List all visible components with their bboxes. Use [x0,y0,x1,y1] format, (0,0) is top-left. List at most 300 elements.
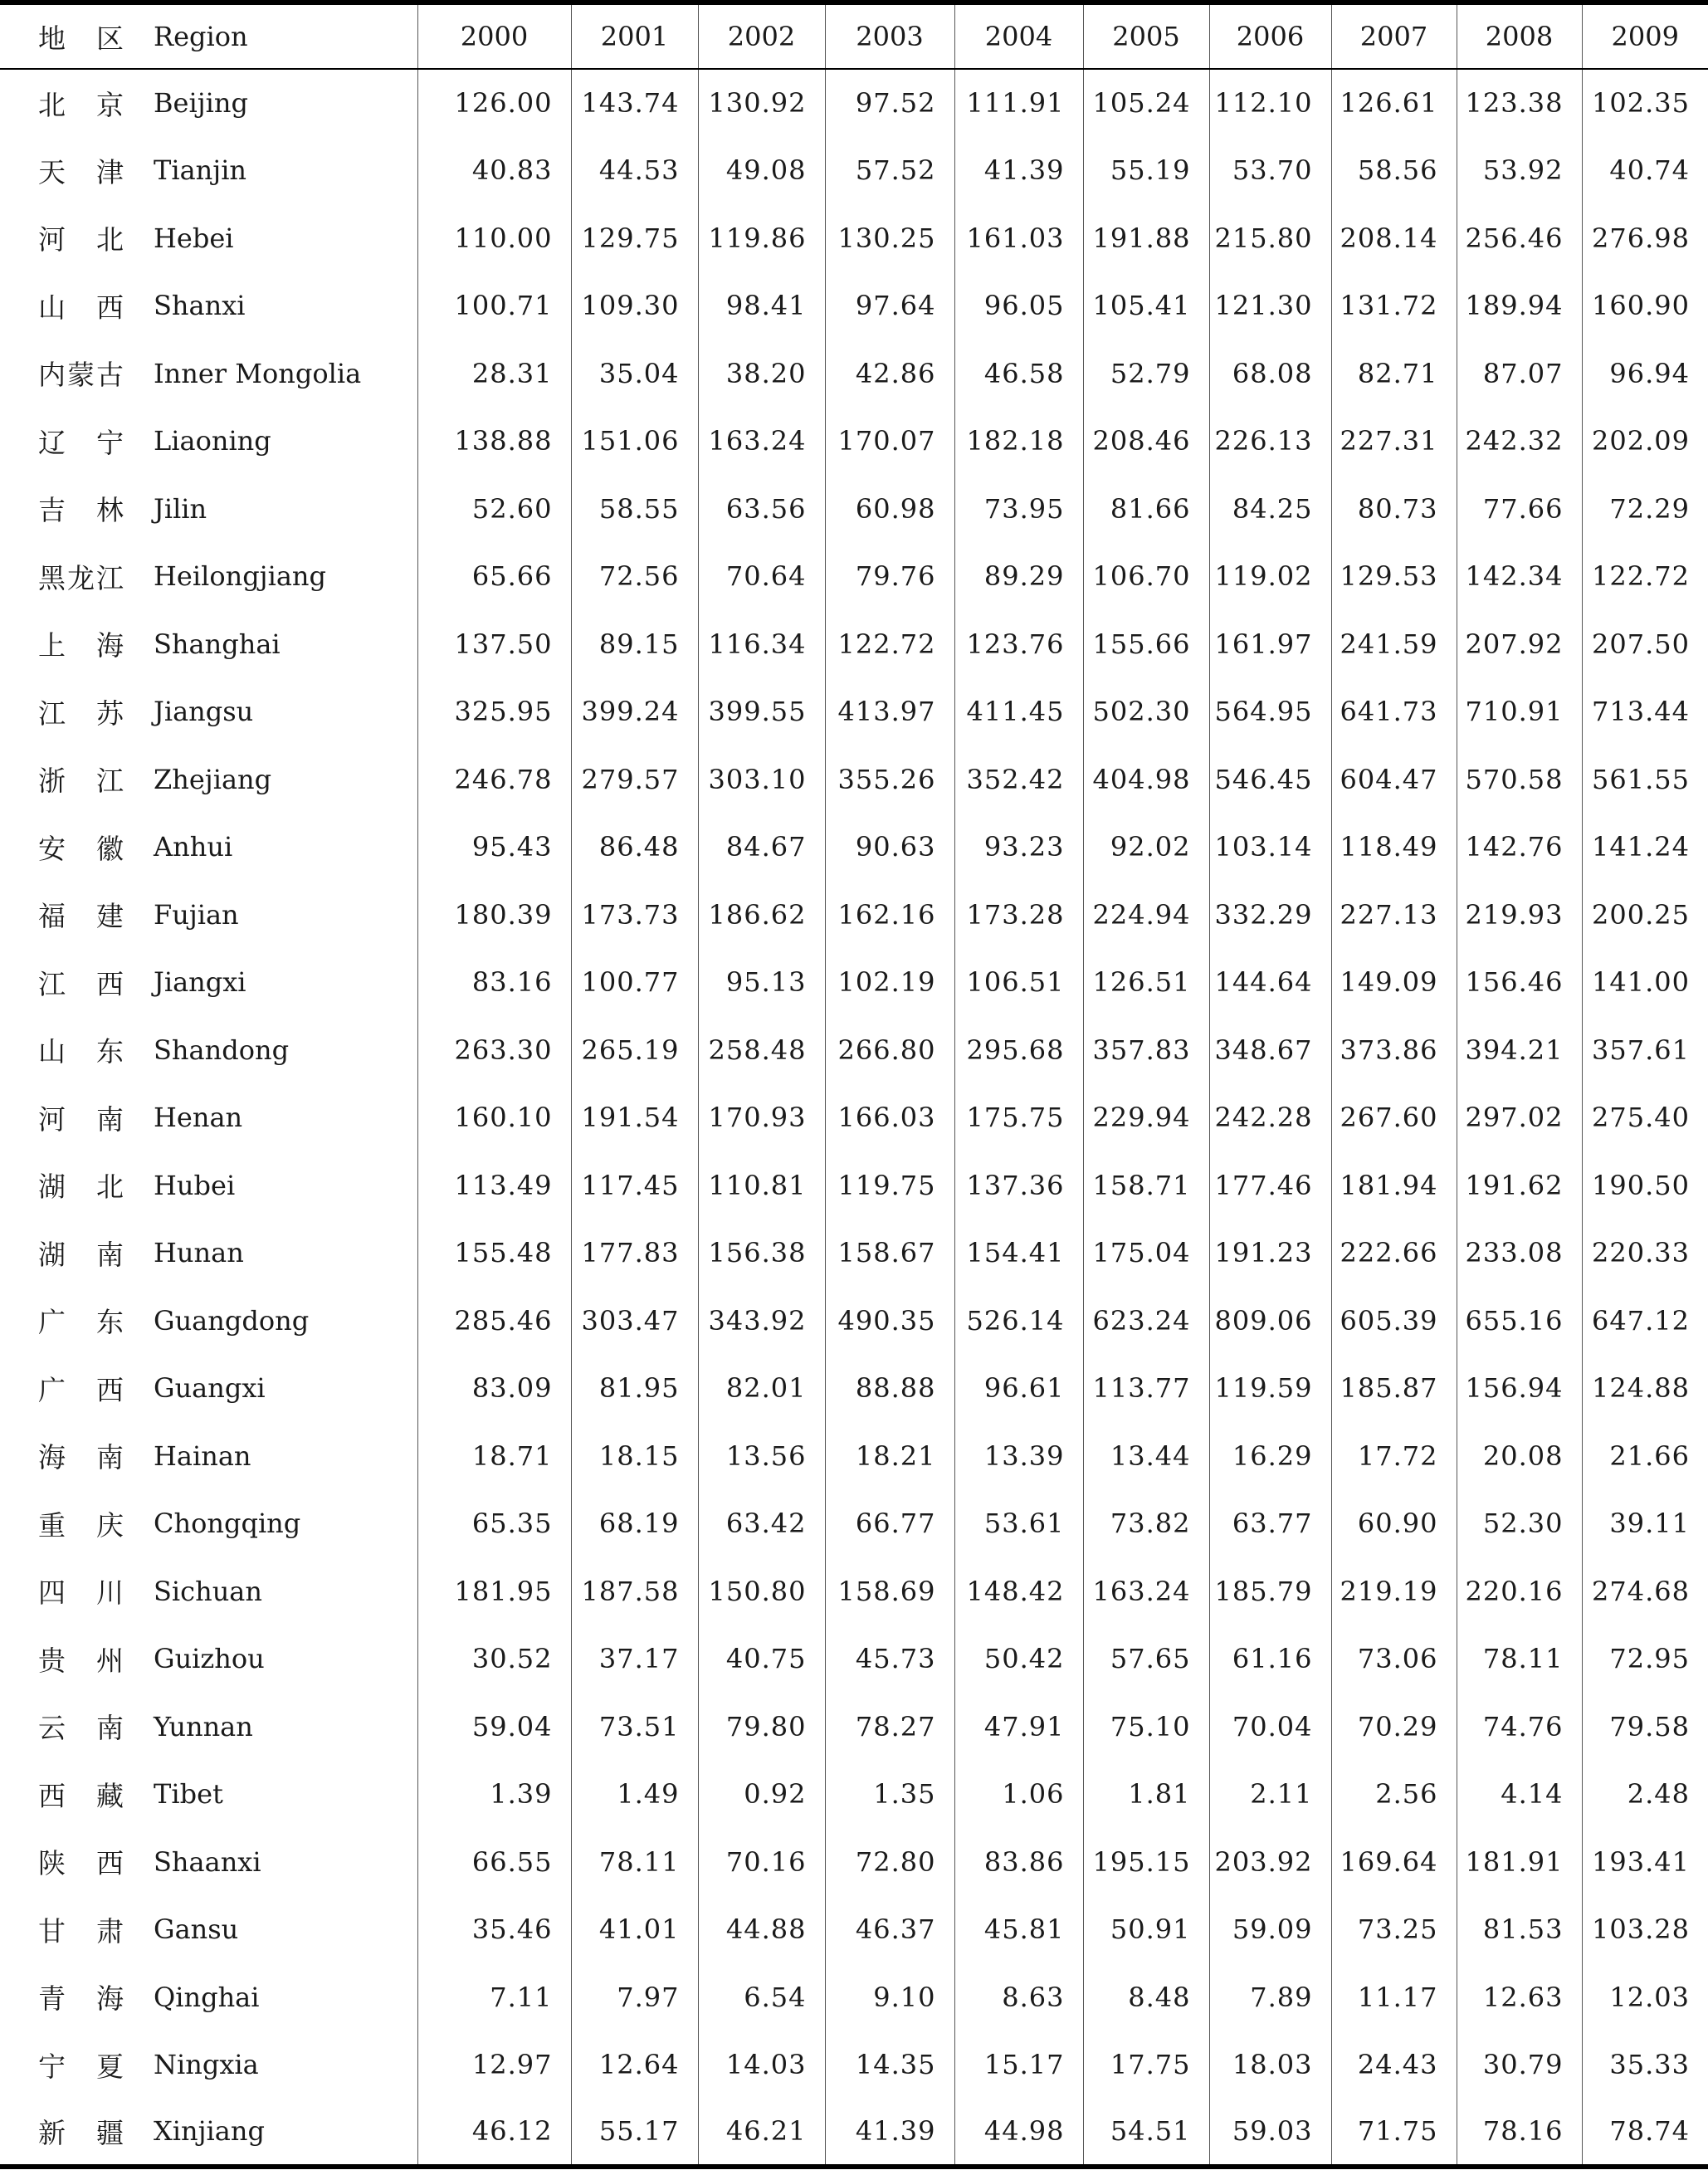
value-cell: 14.35 [825,2031,954,2099]
value-cell: 98.41 [698,272,825,340]
value-cell: 119.59 [1209,1355,1331,1423]
value-cell: 160.10 [417,1084,571,1152]
value-cell: 202.09 [1592,425,1690,457]
value-cell: 219.19 [1331,1557,1457,1625]
region-name-en: Jiangsu [154,678,417,746]
region-name-en: Jilin [154,475,417,543]
region-name-en: Tianjin [154,137,417,205]
table-row [0,745,1708,814]
value-cell: 241.59 [1331,610,1457,678]
value-cell: 173.28 [954,881,1083,949]
region-name-zh: 黑龙江 [38,561,125,594]
value-cell: 394.21 [1457,1016,1582,1084]
value-cell: 655.16 [1457,1287,1582,1355]
value-cell: 641.73 [1331,678,1457,746]
value-cell: 224.94 [1083,881,1209,949]
value-cell: 57.52 [825,137,954,205]
value-cell: 144.64 [1209,949,1331,1017]
value-cell: 40.75 [698,1625,825,1693]
value-cell: 96.94 [1609,357,1690,389]
value-cell: 131.72 [1331,272,1457,340]
region-name-zh: 广 西 [38,1373,125,1406]
value-cell: 208.14 [1331,204,1457,272]
value-cell: 40.83 [417,137,571,205]
value-cell: 169.64 [1331,1828,1457,1896]
value-cell: 141.00 [1592,966,1690,999]
region-name-en: Gansu [154,1896,417,1964]
region-name-zh: 贵 州 [38,1644,125,1677]
value-cell: 117.45 [571,1151,698,1219]
table-row [0,949,1708,1017]
value-cell: 151.06 [571,408,698,476]
value-cell: 564.95 [1209,678,1331,746]
value-cell: 35.04 [571,340,698,408]
value-cell: 155.48 [417,1219,571,1288]
header-year: 2007 [1331,2,1457,69]
value-cell: 66.55 [417,1828,571,1896]
value-cell: 7.97 [571,1963,698,2031]
value-cell: 78.16 [1457,2099,1582,2167]
region-name-en: Zhejiang [154,745,417,814]
value-cell: 7.11 [417,1963,571,2031]
value-cell: 207.50 [1592,628,1690,660]
value-cell: 45.81 [954,1896,1083,1964]
value-cell: 73.51 [571,1693,698,1761]
value-cell: 124.88 [1592,1372,1690,1405]
value-cell: 35.33 [1609,2049,1690,2081]
value-cell: 44.53 [571,137,698,205]
value-cell: 28.31 [417,340,571,408]
value-cell: 119.75 [825,1151,954,1219]
value-cell: 357.83 [1083,1016,1209,1084]
region-name-en: Qinghai [154,1963,417,2031]
value-cell: 55.17 [571,2099,698,2167]
value-cell: 623.24 [1083,1287,1209,1355]
value-cell: 191.54 [571,1084,698,1152]
value-cell: 123.38 [1457,69,1582,137]
value-cell: 18.71 [417,1422,571,1490]
value-cell: 285.46 [417,1287,571,1355]
value-cell: 100.77 [571,949,698,1017]
value-cell: 12.64 [571,2031,698,2099]
value-cell: 45.73 [825,1625,954,1693]
value-cell: 130.25 [825,204,954,272]
value-cell: 102.35 [1592,87,1690,120]
value-cell: 87.07 [1457,340,1582,408]
value-cell: 352.42 [954,745,1083,814]
region-name-en: Hainan [154,1422,417,1490]
header-region-en: Region [154,2,417,69]
value-cell: 109.30 [571,272,698,340]
region-name-en: Hubei [154,1151,417,1219]
value-cell: 52.79 [1083,340,1209,408]
table-row [0,678,1708,746]
value-cell: 126.51 [1083,949,1209,1017]
region-name-zh: 西 藏 [38,1779,125,1812]
value-cell: 97.52 [825,69,954,137]
table-row [0,2099,1708,2167]
region-name-zh: 山 东 [38,1035,125,1068]
region-name-en: Yunnan [154,1693,417,1761]
value-cell: 118.49 [1331,814,1457,882]
region-name-en: Henan [154,1084,417,1152]
region-name-zh: 宁 夏 [38,2050,125,2083]
table-row [0,1761,1708,1829]
value-cell: 154.41 [954,1219,1083,1288]
value-cell: 46.21 [698,2099,825,2167]
region-name-zh: 云 南 [38,1712,125,1745]
value-cell: 83.16 [417,949,571,1017]
value-cell: 242.32 [1457,408,1582,476]
region-name-zh: 安 徽 [38,832,125,865]
value-cell: 191.88 [1083,204,1209,272]
value-cell: 186.62 [698,881,825,949]
value-cell: 96.05 [954,272,1083,340]
value-cell: 570.58 [1457,745,1582,814]
value-cell: 30.79 [1457,2031,1582,2099]
value-cell: 73.95 [954,475,1083,543]
region-name-zh: 陕 西 [38,1847,125,1880]
value-cell: 325.95 [417,678,571,746]
region-name-zh: 海 南 [38,1441,125,1474]
value-cell: 70.04 [1209,1693,1331,1761]
value-cell: 2.56 [1331,1761,1457,1829]
region-name-en: Shanghai [154,610,417,678]
value-cell: 215.80 [1209,204,1331,272]
value-cell: 13.39 [954,1422,1083,1490]
value-cell: 137.50 [417,610,571,678]
value-cell: 303.10 [698,745,825,814]
header-year: 2000 [417,2,571,69]
value-cell: 13.44 [1083,1422,1209,1490]
value-cell: 161.97 [1209,610,1331,678]
value-cell: 142.76 [1457,814,1582,882]
value-cell: 46.12 [417,2099,571,2167]
value-cell: 84.67 [698,814,825,882]
value-cell: 404.98 [1083,745,1209,814]
value-cell: 61.16 [1209,1625,1331,1693]
table-row [0,1963,1708,2031]
value-cell: 37.17 [571,1625,698,1693]
value-cell: 710.91 [1457,678,1582,746]
value-cell: 46.58 [954,340,1083,408]
value-cell: 1.06 [954,1761,1083,1829]
table-row [0,475,1708,543]
value-cell: 66.77 [825,1490,954,1558]
value-cell: 355.26 [825,745,954,814]
value-cell: 71.75 [1331,2099,1457,2167]
value-cell: 266.80 [825,1016,954,1084]
value-cell: 332.29 [1209,881,1331,949]
value-cell: 53.70 [1209,137,1331,205]
region-name-en: Beijing [154,69,417,137]
value-cell: 2.48 [1627,1778,1690,1811]
header-row [0,2,1708,69]
value-cell: 57.65 [1083,1625,1209,1693]
value-cell: 181.95 [417,1557,571,1625]
value-cell: 142.34 [1457,543,1582,611]
value-cell: 63.42 [698,1490,825,1558]
region-name-en: Guizhou [154,1625,417,1693]
region-name-zh: 甘 肃 [38,1914,125,1948]
value-cell: 42.86 [825,340,954,408]
value-cell: 73.82 [1083,1490,1209,1558]
value-cell: 100.71 [417,272,571,340]
value-cell: 14.03 [698,2031,825,2099]
value-cell: 373.86 [1331,1016,1457,1084]
table-header [0,2,1708,69]
region-name-en: Heilongjiang [154,543,417,611]
value-cell: 490.35 [825,1287,954,1355]
value-cell: 4.14 [1457,1761,1582,1829]
value-cell: 72.80 [825,1828,954,1896]
region-name-zh: 辽 宁 [38,426,125,459]
value-cell: 16.29 [1209,1422,1331,1490]
value-cell: 0.92 [698,1761,825,1829]
region-name-en: Guangxi [154,1355,417,1423]
value-cell: 59.09 [1209,1896,1331,1964]
value-cell: 95.13 [698,949,825,1017]
table-row [0,543,1708,611]
value-cell: 170.93 [698,1084,825,1152]
value-cell: 106.70 [1083,543,1209,611]
region-name-en: Xinjiang [154,2099,417,2167]
value-cell: 357.61 [1592,1034,1690,1066]
value-cell: 150.80 [698,1557,825,1625]
region-name-en: Shaanxi [154,1828,417,1896]
value-cell: 156.46 [1457,949,1582,1017]
value-cell: 78.27 [825,1693,954,1761]
region-name-zh: 内蒙古 [38,359,125,392]
value-cell: 60.98 [825,475,954,543]
header-year: 2006 [1209,2,1331,69]
value-cell: 82.71 [1331,340,1457,408]
value-cell: 18.21 [825,1422,954,1490]
value-cell: 258.48 [698,1016,825,1084]
region-name-zh: 福 建 [38,900,125,933]
value-cell: 413.97 [825,678,954,746]
value-cell: 18.15 [571,1422,698,1490]
table-row [0,272,1708,340]
table-row [0,814,1708,882]
region-name-zh: 河 北 [38,223,125,257]
value-cell: 229.94 [1083,1084,1209,1152]
value-cell: 65.66 [417,543,571,611]
table-row [0,204,1708,272]
value-cell: 130.92 [698,69,825,137]
value-cell: 122.72 [1592,560,1690,593]
value-cell: 110.00 [417,204,571,272]
value-cell: 343.92 [698,1287,825,1355]
value-cell: 1.39 [417,1761,571,1829]
region-name-en: Shandong [154,1016,417,1084]
region-name-en: Fujian [154,881,417,949]
value-cell: 143.74 [571,69,698,137]
value-cell: 65.35 [417,1490,571,1558]
value-cell: 89.15 [571,610,698,678]
region-name-en: Hebei [154,204,417,272]
value-cell: 119.86 [698,204,825,272]
table-row [0,1084,1708,1152]
region-name-zh: 上 海 [38,629,125,662]
region-name-en: Ningxia [154,2031,417,2099]
value-cell: 105.41 [1083,272,1209,340]
value-cell: 163.24 [1083,1557,1209,1625]
table-row [0,1287,1708,1355]
value-cell: 141.24 [1592,831,1690,863]
value-cell: 72.29 [1609,492,1690,525]
value-cell: 53.92 [1457,137,1582,205]
value-cell: 63.56 [698,475,825,543]
table-row [0,1693,1708,1761]
header-region-zh: 地 区 [0,2,154,69]
value-cell: 227.31 [1331,408,1457,476]
value-cell: 18.03 [1209,2031,1331,2099]
value-cell: 79.80 [698,1693,825,1761]
value-cell: 158.67 [825,1219,954,1288]
value-cell: 84.25 [1209,475,1331,543]
value-cell: 1.49 [571,1761,698,1829]
table-row [0,610,1708,678]
table-row [0,1828,1708,1896]
region-name-en: Hunan [154,1219,417,1288]
region-name-en: Sichuan [154,1557,417,1625]
value-cell: 8.48 [1083,1963,1209,2031]
value-cell: 59.04 [417,1693,571,1761]
value-cell: 83.86 [954,1828,1083,1896]
table-row [0,1625,1708,1693]
value-cell: 242.28 [1209,1084,1331,1152]
table-row [0,1151,1708,1219]
value-cell: 44.88 [698,1896,825,1964]
value-cell: 112.10 [1209,69,1331,137]
value-cell: 70.29 [1331,1693,1457,1761]
region-name-en: Guangdong [154,1287,417,1355]
value-cell: 81.66 [1083,475,1209,543]
value-cell: 155.66 [1083,610,1209,678]
region-name-en: Liaoning [154,408,417,476]
value-cell: 12.97 [417,2031,571,2099]
value-cell: 102.19 [825,949,954,1017]
value-cell: 110.81 [698,1151,825,1219]
region-name-zh: 山 西 [38,291,125,324]
value-cell: 207.92 [1457,610,1582,678]
region-name-zh: 天 津 [38,155,125,188]
value-cell: 63.77 [1209,1490,1331,1558]
value-cell: 70.16 [698,1828,825,1896]
value-cell: 222.66 [1331,1219,1457,1288]
value-cell: 106.51 [954,949,1083,1017]
value-cell: 7.89 [1209,1963,1331,2031]
value-cell: 129.53 [1331,543,1457,611]
value-cell: 297.02 [1457,1084,1582,1152]
value-cell: 20.08 [1457,1422,1582,1490]
value-cell: 54.51 [1083,2099,1209,2167]
value-cell: 2.11 [1209,1761,1331,1829]
value-cell: 77.66 [1457,475,1582,543]
region-name-zh: 吉 林 [38,494,125,527]
value-cell: 21.66 [1609,1439,1690,1472]
value-cell: 90.63 [825,814,954,882]
region-name-zh: 四 川 [38,1576,125,1610]
value-cell: 190.50 [1592,1169,1690,1201]
region-name-en: Anhui [154,814,417,882]
value-cell: 17.75 [1083,2031,1209,2099]
value-cell: 59.03 [1209,2099,1331,2167]
table-row [0,1557,1708,1625]
value-cell: 129.75 [571,204,698,272]
value-cell: 8.63 [954,1963,1083,2031]
value-cell: 72.56 [571,543,698,611]
value-cell: 276.98 [1592,222,1690,254]
table-row [0,1219,1708,1288]
value-cell: 126.00 [417,69,571,137]
value-cell: 86.48 [571,814,698,882]
value-cell: 40.74 [1609,154,1690,187]
value-cell: 38.20 [698,340,825,408]
value-cell: 73.25 [1331,1896,1457,1964]
value-cell: 177.46 [1209,1151,1331,1219]
value-cell: 208.46 [1083,408,1209,476]
value-cell: 9.10 [825,1963,954,2031]
value-cell: 160.90 [1592,290,1690,322]
table-row [0,340,1708,408]
region-name-zh: 湖 南 [38,1238,125,1271]
region-name-zh: 湖 北 [38,1171,125,1204]
value-cell: 12.03 [1609,1981,1690,2013]
value-cell: 35.46 [417,1896,571,1964]
value-cell: 138.88 [417,408,571,476]
value-cell: 274.68 [1592,1575,1690,1607]
value-cell: 70.64 [698,543,825,611]
value-cell: 227.13 [1331,881,1457,949]
region-name-zh: 青 海 [38,1982,125,2016]
value-cell: 181.94 [1331,1151,1457,1219]
value-cell: 46.37 [825,1896,954,1964]
value-cell: 220.33 [1592,1237,1690,1269]
value-cell: 72.95 [1609,1643,1690,1675]
value-cell: 80.73 [1331,475,1457,543]
value-cell: 163.24 [698,408,825,476]
value-cell: 122.72 [825,610,954,678]
value-cell: 47.91 [954,1693,1083,1761]
value-cell: 502.30 [1083,678,1209,746]
region-name-zh: 北 京 [38,88,125,121]
value-cell: 50.42 [954,1625,1083,1693]
value-cell: 12.63 [1457,1963,1582,2031]
value-cell: 83.09 [417,1355,571,1423]
value-cell: 348.67 [1209,1016,1331,1084]
value-cell: 605.39 [1331,1287,1457,1355]
value-cell: 158.71 [1083,1151,1209,1219]
value-cell: 546.45 [1209,745,1331,814]
value-cell: 181.91 [1457,1828,1582,1896]
header-year: 2002 [698,2,825,69]
value-cell: 52.60 [417,475,571,543]
table-body [0,69,1708,2167]
value-cell: 158.69 [825,1557,954,1625]
value-cell: 113.77 [1083,1355,1209,1423]
value-cell: 156.38 [698,1219,825,1288]
value-cell: 52.30 [1457,1490,1582,1558]
table-row [0,1016,1708,1084]
value-cell: 193.41 [1592,1845,1690,1878]
value-cell: 233.08 [1457,1219,1582,1288]
value-cell: 113.49 [417,1151,571,1219]
value-cell: 68.19 [571,1490,698,1558]
value-cell: 279.57 [571,745,698,814]
value-cell: 195.15 [1083,1828,1209,1896]
